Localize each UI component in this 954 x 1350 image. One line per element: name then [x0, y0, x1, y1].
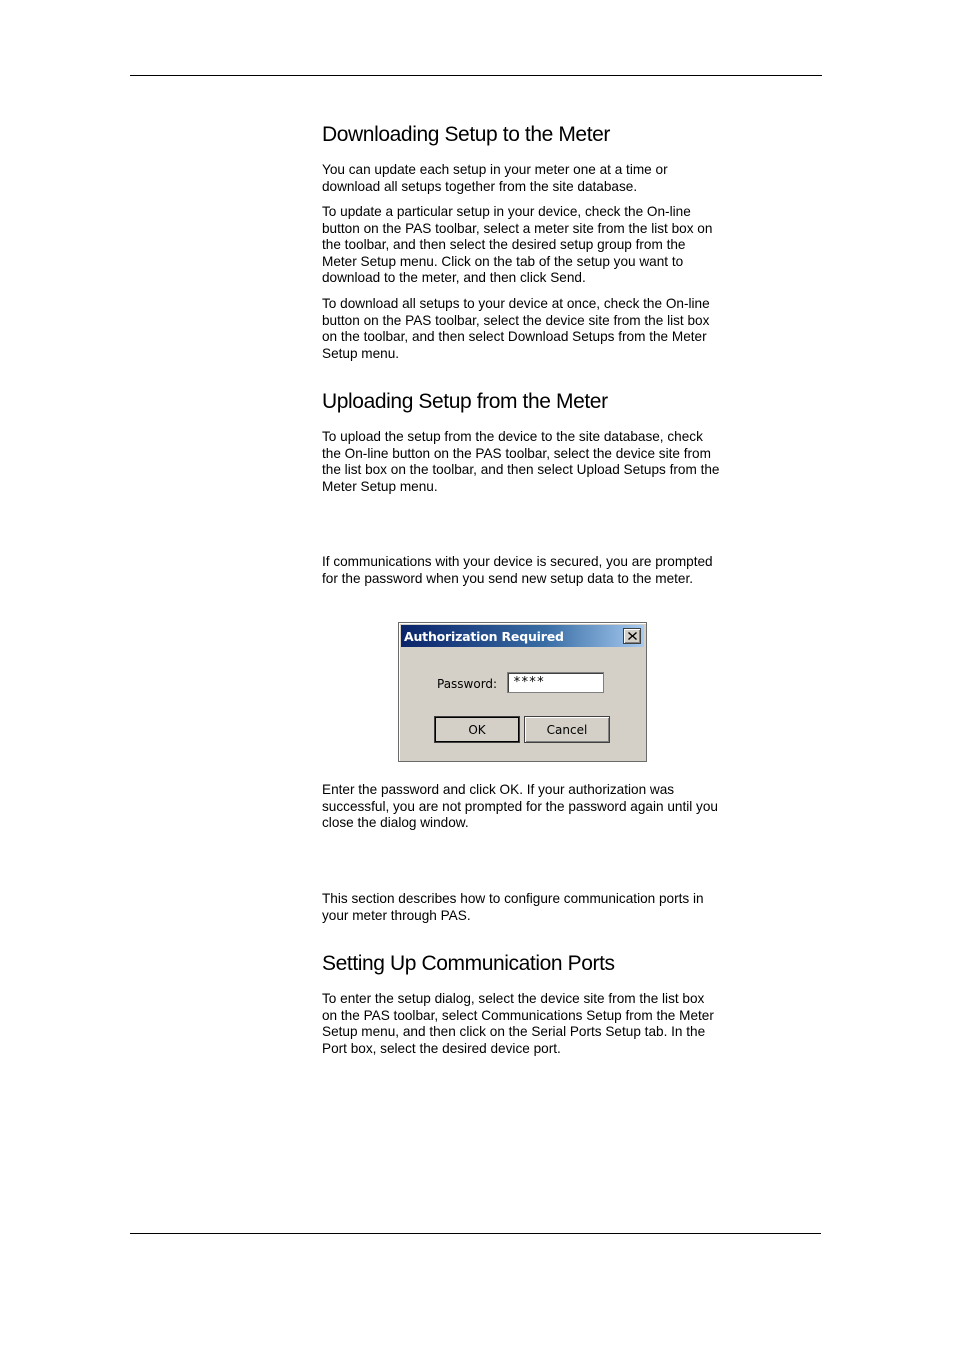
heading-comm-ports: Setting Up Communication Ports — [322, 952, 615, 975]
password-input[interactable]: **** — [507, 672, 604, 693]
para-block — [322, 891, 722, 924]
section-uploading — [322, 389, 722, 415]
para-block — [322, 429, 722, 495]
paragraph: To update a particular setup in your device, check the On-line button on the PAS toolbar, select a meter site from the list box on the toolbar, and then select the desired setup group from the Meter Setup menu. Click on the tab of the setup you want to download to the meter, and then click Send. — [322, 204, 713, 285]
dialog-title: Authorization Required — [404, 629, 564, 644]
close-icon — [628, 632, 637, 640]
paragraph: If communications with your device is secured, you are prompted for the password when you send new setup data to the meter. — [322, 554, 713, 586]
paragraph: This section describes how to configure communication ports in your meter through PAS. — [322, 891, 704, 923]
section-comm-ports — [322, 951, 722, 977]
para-block — [322, 782, 722, 832]
para-block — [322, 204, 722, 287]
paragraph: You can update each setup in your meter one at a time or download all setups together from the site database. — [322, 162, 668, 194]
authorization-dialog — [398, 622, 647, 762]
heading-uploading: Uploading Setup from the Meter — [322, 390, 608, 413]
close-button[interactable] — [623, 628, 641, 644]
paragraph: To upload the setup from the device to the site database, check the On-line button on the PAS toolbar, select the device site from the list box on the toolbar, and then select Upload Setups from the Meter Setup menu. — [322, 429, 720, 494]
ok-button[interactable]: OK — [434, 716, 520, 743]
para-block — [322, 162, 722, 195]
heading-downloading: Downloading Setup to the Meter — [322, 123, 611, 146]
section-downloading — [322, 122, 722, 148]
password-label: Password: — [437, 677, 498, 691]
header-rule — [130, 75, 822, 76]
para-block — [322, 991, 722, 1057]
dialog-titlebar[interactable] — [401, 625, 644, 647]
footer-rule — [130, 1233, 821, 1234]
para-block — [322, 296, 722, 362]
para-block — [322, 554, 722, 587]
paragraph: To enter the setup dialog, select the device site from the list box on the PAS toolbar, select Communications Setup from the Meter Setup menu, and then click on the Serial Ports Setup tab. In the Port box, select the desired device port. — [322, 991, 714, 1056]
cancel-button[interactable]: Cancel — [524, 716, 610, 743]
paragraph: To download all setups to your device at once, check the On-line button on the PAS toolbar, select the device site from the list box on the toolbar, and then select Download Setups from the Meter Setup menu. — [322, 296, 710, 361]
paragraph: Enter the password and click OK. If your authorization was successful, you are not prompted for the password again until you close the dialog window. — [322, 782, 718, 830]
